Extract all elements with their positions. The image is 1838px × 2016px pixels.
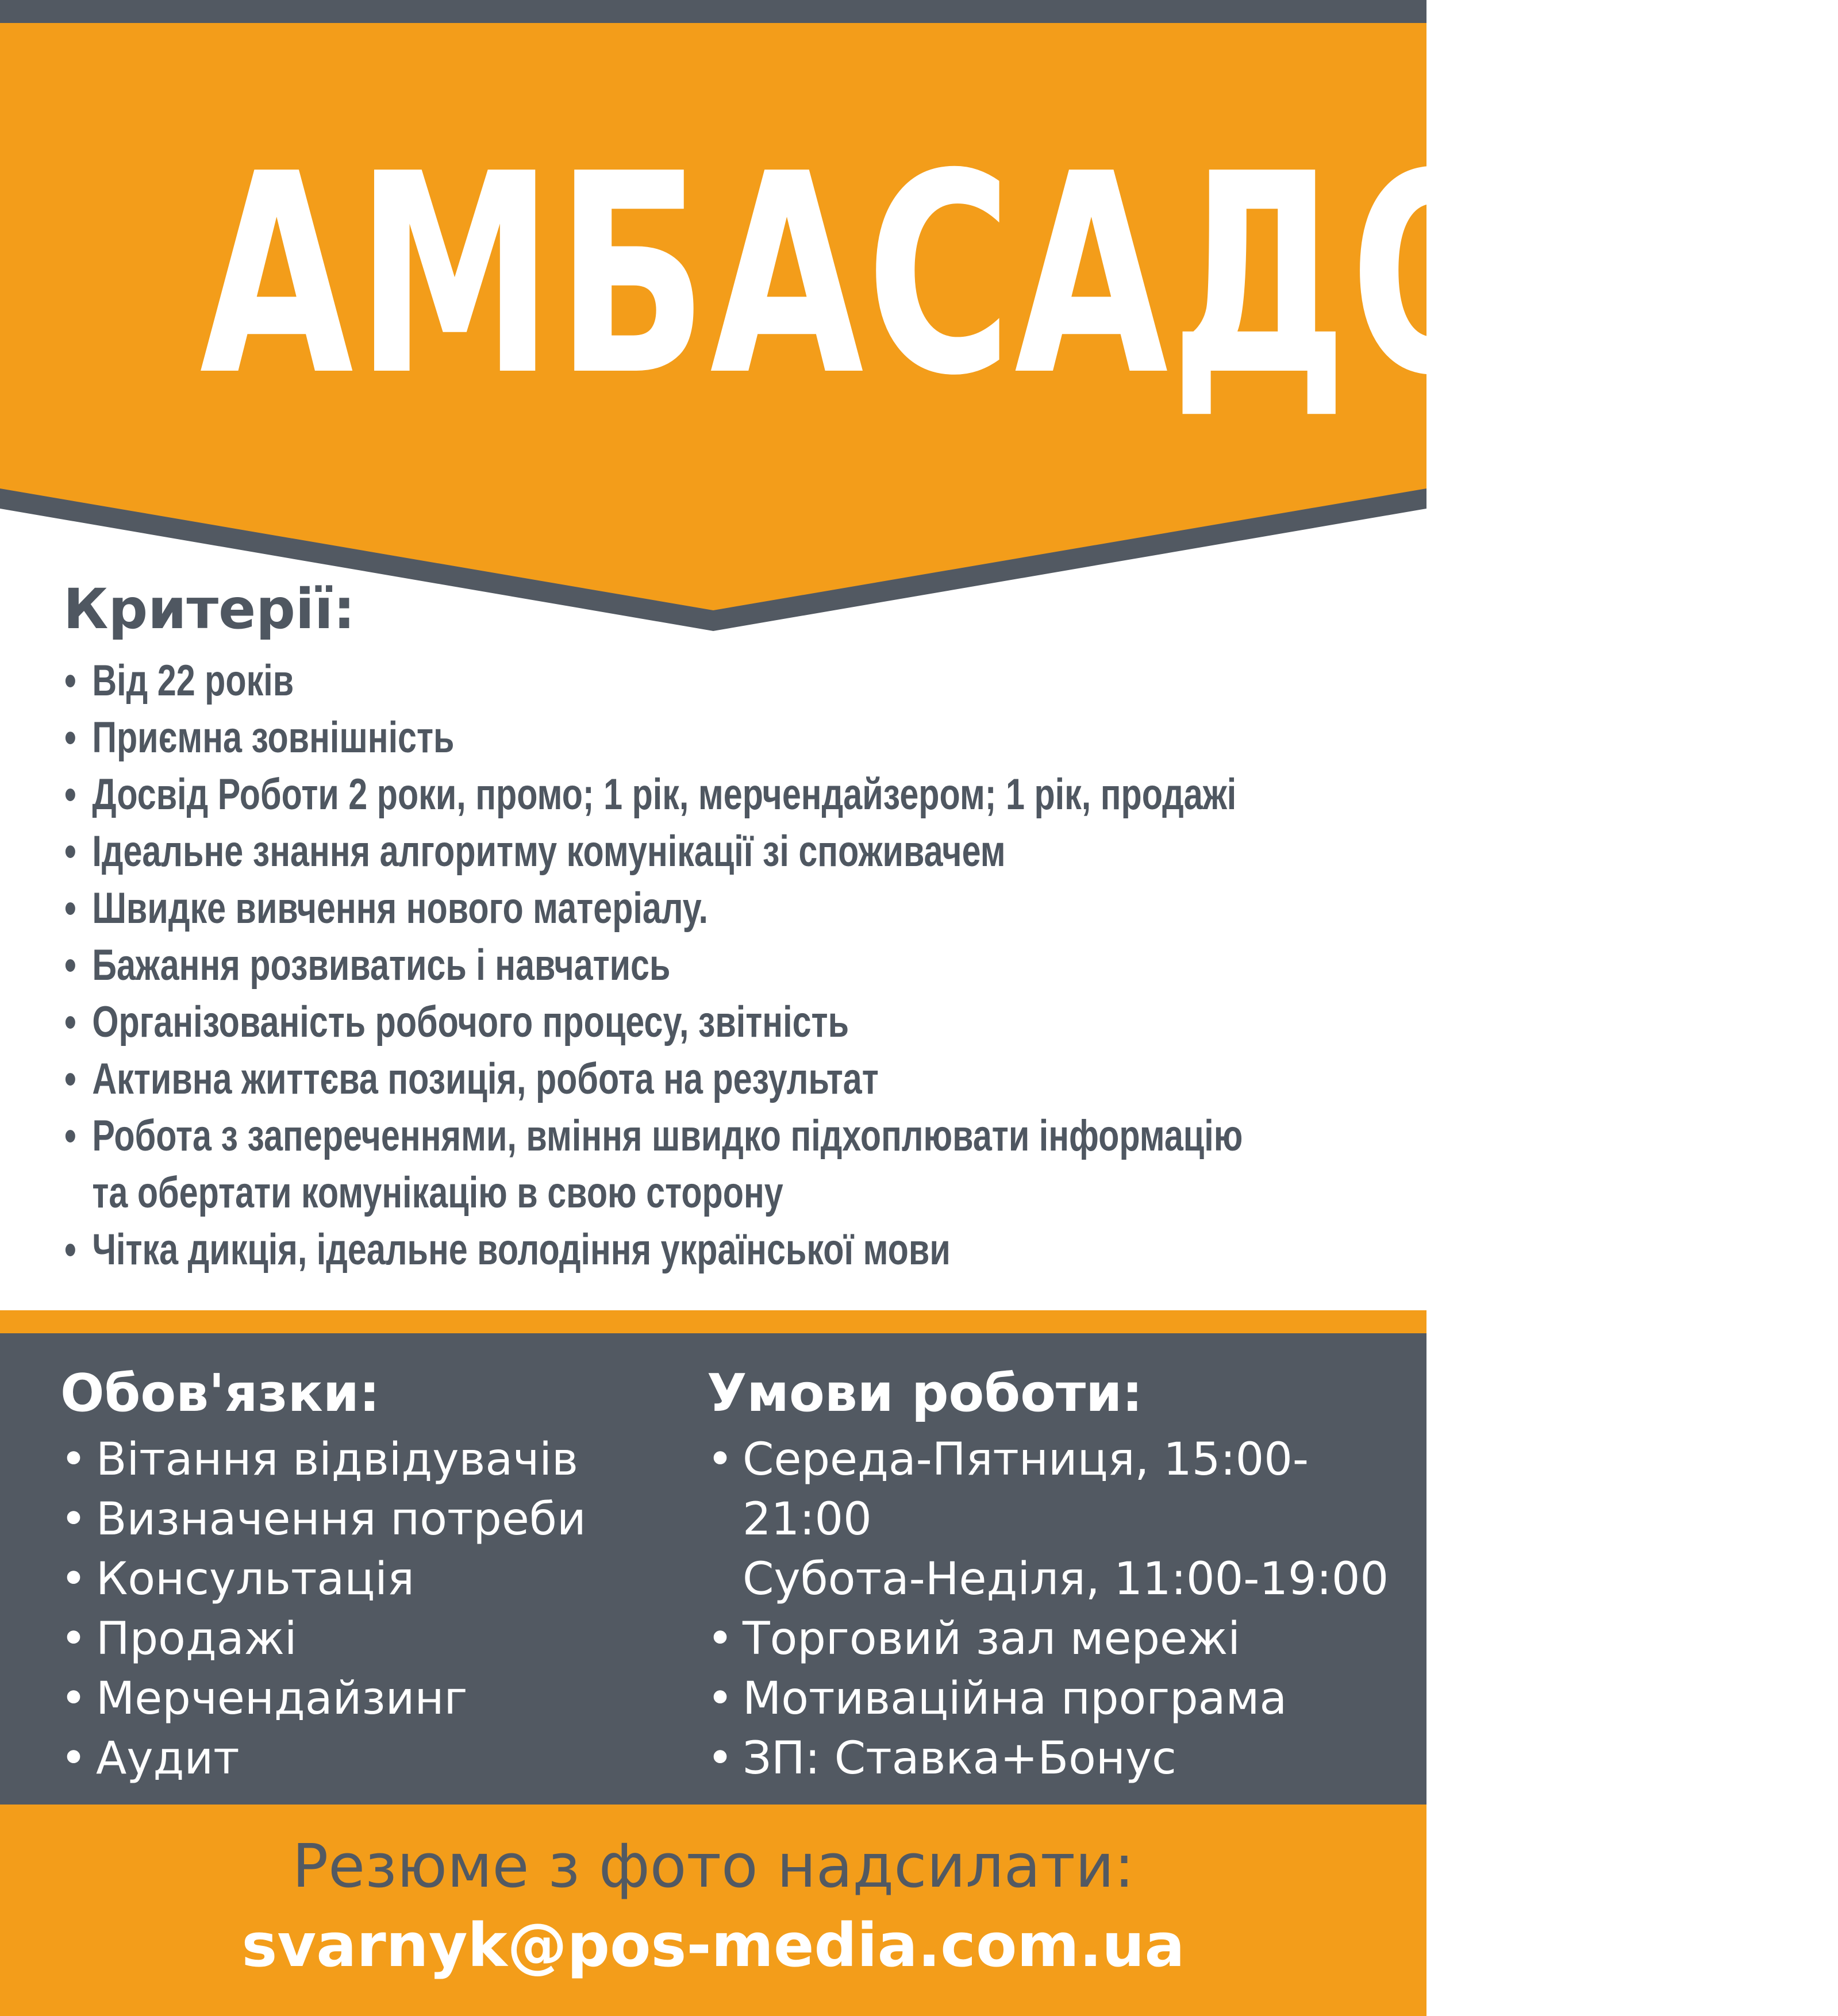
bullet-icon: •	[60, 1553, 87, 1605]
bullet-icon: •	[707, 1613, 734, 1665]
bullet-icon: •	[64, 827, 76, 876]
list-item: • Приємна зовнішність	[64, 709, 1392, 766]
bullet-icon: •	[64, 1111, 76, 1160]
list-item: • Мерчендайзинг	[60, 1669, 586, 1729]
bullet-icon: •	[64, 1225, 76, 1274]
bullet-icon: •	[60, 1613, 87, 1665]
contact-email-link[interactable]: svarnyk@pos-media.com.ua	[241, 1910, 1185, 1980]
list-item: • Досвід Роботи 2 роки, промо; 1 рік, мерчендайзером; 1 рік, продажі	[64, 766, 1392, 823]
bullet-icon: •	[707, 1434, 734, 1486]
list-item: • Аудит	[60, 1729, 586, 1788]
bullet-icon: •	[64, 1055, 76, 1103]
list-item: • Активна життєва позиція, робота на результат	[64, 1051, 1392, 1107]
list-item: • Мотиваційна програма	[707, 1669, 1426, 1729]
list-item: • Торговий зал мережі	[707, 1609, 1426, 1669]
bullet-icon: •	[64, 941, 76, 990]
bullet-icon: •	[60, 1434, 87, 1486]
list-item: • Організованість робочого процесу, звітність	[64, 994, 1392, 1051]
list-item: • Робота з запереченнями, вміння швидко підхоплювати інформацію та обертати комунікацію в свою сторону	[64, 1107, 1392, 1221]
top-gray-strip	[0, 0, 1426, 23]
bullet-icon: •	[64, 998, 76, 1047]
list-item: • ЗП: Ставка+Бонус	[707, 1729, 1426, 1788]
criteria-heading: Критерії:	[63, 577, 356, 641]
resume-call-to-action: Резюме з фото надсилати:	[292, 1831, 1135, 1901]
list-item: • Консультація	[60, 1549, 586, 1609]
list-item: • Бажання розвиватись і навчатись	[64, 937, 1392, 994]
list-item: • Чітка дикція, ідеальне володіння української мови	[64, 1221, 1392, 1278]
list-item: • Ідеальне знання алгоритму комунікації зі споживачем	[64, 823, 1392, 880]
list-item: • Від 22 років	[64, 652, 1392, 709]
duties-list	[60, 1430, 586, 1788]
bullet-icon: •	[64, 884, 76, 933]
list-item: • Визначення потреби	[60, 1490, 586, 1549]
bullet-icon: •	[64, 656, 76, 705]
bullet-icon: •	[64, 770, 76, 819]
divider-band	[0, 1310, 1426, 1333]
criteria-list	[64, 652, 1375, 1278]
duties-heading: Обов'язки:	[60, 1363, 380, 1423]
conditions-heading: Умови роботи:	[707, 1363, 1143, 1423]
page-title: АМБАСАДОРИ	[199, 115, 1838, 436]
bullet-icon: •	[64, 713, 76, 762]
conditions-list	[707, 1430, 1426, 1788]
bullet-icon: •	[60, 1673, 87, 1725]
list-item: • Середа-Пятниця, 15:00-21:00 Субота-Неділя, 11:00-19:00	[707, 1430, 1426, 1609]
bullet-icon: •	[60, 1733, 87, 1784]
bullet-icon: •	[707, 1733, 734, 1784]
list-item: • Швидке вивчення нового матеріалу.	[64, 880, 1392, 937]
bullet-icon: •	[707, 1673, 734, 1725]
list-item: • Вітання відвідувачів	[60, 1430, 586, 1490]
bullet-icon: •	[60, 1494, 87, 1545]
list-item: • Продажі	[60, 1609, 586, 1669]
